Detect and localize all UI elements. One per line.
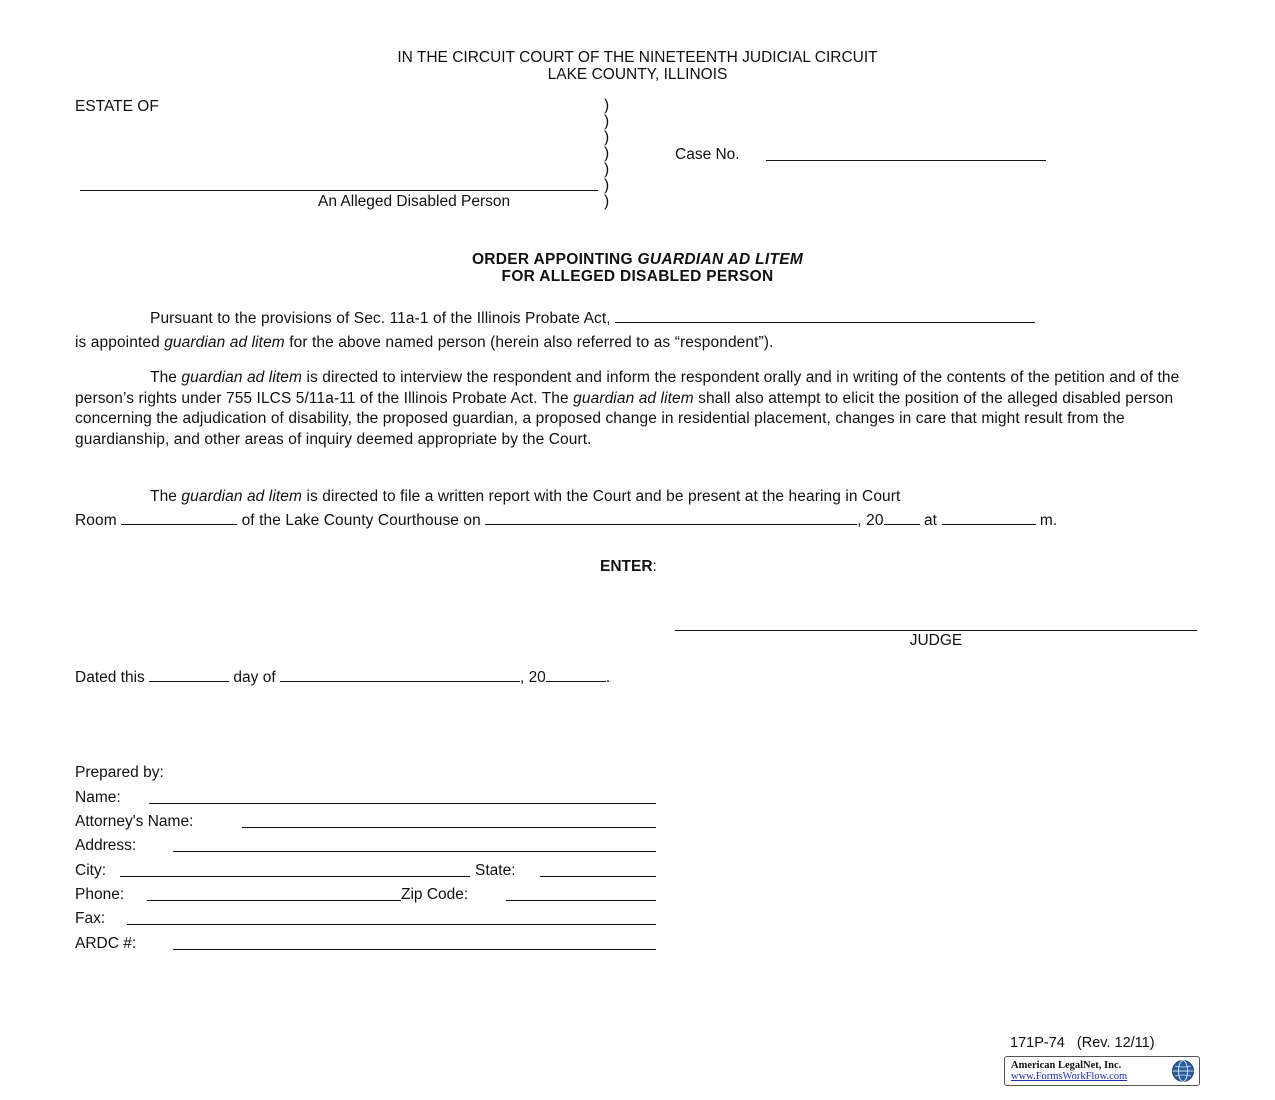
case-no-label: Case No. — [675, 146, 740, 163]
hearing-date-blank[interactable] — [485, 510, 857, 525]
dated-text-d: . — [605, 669, 611, 686]
para1-text-c: for the above named person (herein also referred to as “respondent”). — [284, 334, 774, 351]
dated-text-a: Dated this — [75, 669, 150, 686]
state-line[interactable] — [540, 876, 656, 877]
dated-line — [75, 667, 610, 687]
globe-icon — [1171, 1059, 1195, 1083]
case-no-line[interactable] — [766, 160, 1046, 161]
zip-line[interactable] — [506, 900, 656, 901]
attorney-name-label: Attorney's Name: — [75, 813, 194, 830]
para3-text-g: m. — [1035, 512, 1058, 529]
enter-label — [600, 558, 657, 576]
prepared-by-heading: Prepared by: — [75, 764, 164, 781]
day-blank[interactable] — [149, 667, 229, 682]
para3-text-e: , 20 — [857, 512, 884, 529]
judge-signature-line[interactable] — [675, 630, 1197, 631]
prepared-name-label: Name: — [75, 789, 121, 806]
dated-text-b: day of — [229, 669, 280, 686]
para1-text-a: Pursuant to the provisions of Sec. 11a-1 of the Illinois Probate Act, — [150, 310, 616, 327]
court-header — [0, 49, 1275, 83]
para3-italic: guardian ad litem — [181, 488, 303, 505]
fax-line[interactable] — [127, 924, 656, 925]
year-blank[interactable] — [546, 667, 606, 682]
form-number: 171P-74 (Rev. 12/11) — [1010, 1035, 1155, 1051]
para3-text-f: at — [919, 512, 942, 529]
hearing-year-blank[interactable] — [884, 510, 920, 525]
title-italic: GUARDIAN AD LITEM — [637, 251, 804, 268]
caption-parens: ) ) ) ) ) ) ) — [604, 97, 610, 210]
ardc-line[interactable] — [173, 949, 656, 950]
para1-italic: guardian ad litem — [164, 334, 285, 351]
para1-text-b: is appointed — [75, 334, 165, 351]
enter-colon: : — [652, 558, 657, 575]
para3-text-b: is directed to file a written report with the Court and be present at the hearing in Court — [302, 488, 901, 505]
prepared-name-line[interactable] — [149, 803, 656, 804]
paragraph-report — [75, 485, 1200, 533]
ardc-label: ARDC #: — [75, 935, 137, 952]
para2-italic-b: guardian ad litem — [573, 389, 694, 407]
para2-text-c: shall also attempt to elicit the position of the alleged disabled person concerning the adjudication of disability, the proposed guardian, a proposed change in residential placement, changes in care that might result from the guardianship, and other areas of inquiry deemed appropriate by the Court. — [75, 389, 1174, 448]
paragraph-appointment — [75, 307, 1200, 355]
city-line[interactable] — [120, 876, 470, 877]
address-line[interactable] — [173, 851, 656, 852]
estate-name-line[interactable] — [80, 190, 598, 191]
para2-italic-a: guardian ad litem — [181, 369, 303, 386]
order-title — [0, 251, 1275, 285]
month-blank[interactable] — [280, 667, 520, 682]
para2-text-a: The — [150, 369, 182, 386]
estate-of-label: ESTATE OF — [75, 98, 159, 115]
badge-company: American LegalNet, Inc. — [1011, 1060, 1122, 1071]
enter-text: ENTER — [600, 558, 653, 575]
american-legalnet-badge[interactable] — [1004, 1056, 1200, 1086]
county-name: LAKE COUNTY, ILLINOIS — [547, 66, 728, 83]
title-line2: FOR ALLEGED DISABLED PERSON — [501, 268, 774, 285]
court-room-blank[interactable] — [121, 510, 237, 525]
judge-label: JUDGE — [909, 632, 963, 649]
fax-label: Fax: — [75, 910, 106, 927]
para3-text-a: The — [150, 488, 182, 505]
hearing-time-blank[interactable] — [942, 510, 1036, 525]
para2-text-b: is directed to interview the respondent and inform the respondent orally and in writing of the contents of the petition and of the person’s rights under 755 ILCS 5/11a-11 of the Illinois Probate Act. The — [75, 369, 1180, 407]
title-prefix: ORDER APPOINTING — [471, 251, 638, 268]
gal-name-blank[interactable] — [615, 308, 1035, 323]
address-label: Address: — [75, 837, 137, 854]
phone-line[interactable] — [147, 900, 401, 901]
para3-text-d: of the Lake County Courthouse on — [237, 512, 486, 529]
city-label: City: — [75, 862, 106, 879]
state-label: State: — [475, 862, 516, 879]
paragraph-duties — [75, 368, 1200, 450]
attorney-name-line[interactable] — [242, 827, 656, 828]
para3-text-c: Room — [75, 512, 122, 529]
dated-text-c: , 20 — [519, 669, 546, 686]
badge-link[interactable]: www.FormsWorkFlow.com — [1011, 1071, 1128, 1082]
phone-label: Phone: — [75, 886, 125, 903]
disabled-person-label: An Alleged Disabled Person — [318, 193, 511, 210]
court-name: IN THE CIRCUIT COURT OF THE NINETEENTH JUDICIAL CIRCUIT — [397, 49, 878, 66]
zip-label: Zip Code: — [401, 886, 469, 903]
